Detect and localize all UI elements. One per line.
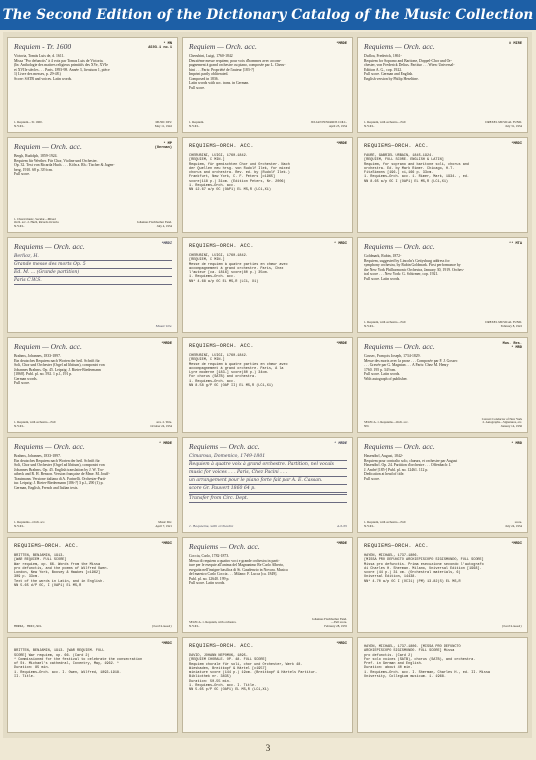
card-header bbox=[364, 142, 522, 151]
card-entry-line: 1. Requiems—Orch. acc. I. Owen, Wilfred, 1893-1918. bbox=[14, 670, 122, 675]
card-subject-heading: Requiems — Orch. acc. bbox=[189, 542, 260, 551]
card-entry-line: Missa pro defunctis. Prima esecuzione secondo l'autografo bbox=[364, 562, 484, 567]
card-provenance: DREXEL MUSICAL FUND. February 8, 1922 bbox=[485, 320, 522, 329]
card-entry-text bbox=[364, 354, 522, 381]
card-entry-line: 1. Requiems—Orch. acc. bbox=[189, 184, 236, 189]
card-entry-line: Cimarosa, Domenico, 1749-1801 bbox=[189, 454, 347, 461]
card-entry-line: * Commissioned for the festival to celebrate the consecration bbox=[14, 657, 143, 662]
card-footer bbox=[14, 421, 172, 429]
card-subject-heading: Requiem — Orch. acc. bbox=[14, 142, 82, 151]
card-entry-line: chorus and orchestra. Rev. ed. by (Rudolf Ilek.) bbox=[189, 171, 290, 176]
card-entry-line: Victoria, Tomás Luis de, d. 1611. bbox=[14, 54, 65, 58]
card-entry-line: berg, 1910. 68 p. 33½cm. bbox=[14, 167, 53, 172]
card-entry-line: Duration: 85 min. bbox=[14, 666, 50, 671]
card-tracings: MORIA, MDIC,SCL bbox=[14, 624, 42, 629]
card-entry-line: Requiem for Soprano and Baritone, Doppel-Chor und Or- bbox=[364, 58, 452, 63]
card-entry-line: 1. Requiems—Orch. acc. bbox=[189, 379, 236, 384]
card-entry-line: BRITTEN, BENJAMIN, 1913- bbox=[14, 554, 65, 558]
card-call-number: Mus. Res. * MRD bbox=[502, 342, 522, 351]
card-entry-line: Requiem, suggested by Lincoln's Gettysburg address for bbox=[364, 258, 450, 263]
card-entry-line: Dufloa, Frederick, 1861- bbox=[364, 54, 402, 58]
card-call-number: *MRDE bbox=[336, 142, 347, 146]
card-entry-line: Requiem für Werther. Für Chor, Violine und Orchester. bbox=[14, 158, 98, 163]
card-subject-heading: REQUIEMS—ORCH. ACC. bbox=[189, 343, 254, 349]
card-footer bbox=[14, 625, 172, 629]
card-entry-line: FitzSimons [196-] xi,166 p. 33cm. bbox=[364, 171, 434, 176]
catalog-card bbox=[182, 437, 353, 533]
card-entry-text bbox=[14, 454, 172, 490]
card-header bbox=[14, 42, 172, 51]
card-call-number: *MRDI bbox=[511, 542, 522, 546]
catalog-card bbox=[357, 237, 528, 333]
catalog-card-grid bbox=[7, 37, 528, 734]
catalog-card bbox=[182, 237, 353, 333]
card-entry-line: University, Collegium musicum. 1. 1968. bbox=[364, 675, 446, 680]
card-entry-line: CHERUBINI, LUIGI, 1760-1842. bbox=[189, 254, 248, 258]
card-entry-line: [REQUIEM, C MIN.] bbox=[189, 158, 225, 163]
card-entry-line: Latin words with acc. trans. in German. bbox=[189, 81, 250, 85]
card-entry-line: bini . . . Paris: Propriété de l'auteur [183-?] bbox=[189, 67, 254, 72]
card-subject-heading: Requiems — Orch. acc. bbox=[364, 42, 435, 51]
card-entry-line: Brahms, Johannes, 1833-1897. bbox=[14, 354, 61, 358]
card-entry-line: del maestro Carlo Coccia . . . Milano: F. Lucca [ca. 1849]. bbox=[189, 572, 278, 576]
card-subject-heading: REQUIEMS—ORCH. ACC. bbox=[189, 643, 254, 649]
catalog-title: The Second Edition of the Dictionary Catalog of the Music Collection bbox=[2, 7, 534, 23]
card-provenance: Johannes Fischbacher Fund. July 4, 1934 bbox=[137, 220, 172, 229]
card-entry-line: Johannes Brahms. Op. 45. Leipzig: J. Rieter-Biedermann bbox=[14, 367, 101, 372]
card-entry-line: Requiem, for soprano and baritone soli, chorus and bbox=[364, 162, 470, 167]
card-entry-line: symphony orchestra, by Rubin Goldmark. First performance by bbox=[364, 263, 461, 267]
card-entry-line: For chorus (SATB) and orchestra. bbox=[189, 375, 257, 380]
card-entry-line: . . . Gravée par G. Magnian . . . A Paris: Chez M. Henry bbox=[364, 363, 449, 367]
card-entry-line: 1. Requiems—Orch. acc. 1. Rimer, Mark, 1934- , ed. bbox=[364, 175, 470, 180]
card-entry-line: Paris C.W.S. bbox=[14, 278, 172, 285]
card-tracings: 1. Requiem—Tr. 1600. N.Y.P.L. bbox=[14, 120, 43, 129]
card-footer bbox=[14, 521, 172, 529]
card-call-number: ** MTA bbox=[509, 242, 522, 246]
card-subject-heading: REQUIEMS—ORCH. ACC. bbox=[364, 143, 429, 149]
card-entry-line: miniature score (144 p.) 19cm. (Breitkopf & Härtels Partitur- bbox=[189, 671, 318, 676]
card-call-number: *MRDE bbox=[336, 542, 347, 546]
card-entry-line: Requiem pour contralto solo, chœurs, et orchestre par August bbox=[364, 458, 458, 463]
card-entry-line: 309 p. 33cm. bbox=[14, 575, 40, 580]
card-entry-line: Brahms, Johannes, 1833-1897. bbox=[14, 454, 61, 458]
card-entry-line: Dedication at head of title. bbox=[364, 472, 405, 476]
card-entry-line: Edition A. G., cop. 1922. bbox=[364, 67, 403, 72]
catalog-card bbox=[182, 637, 353, 733]
card-subject-heading: REQUIEMS—ORCH. ACC. bbox=[14, 543, 79, 549]
card-entry-line: utbeck and R. H. Benson. Version française de Mme. M. Jouff- bbox=[14, 472, 110, 476]
card-provenance: Concert Conductor of New York 2. Autographs—Signatures, etc. January 14, 1936 bbox=[481, 416, 522, 429]
card-entry-text bbox=[14, 54, 172, 81]
card-entry-line: 1) Livre des messes, p. 29-48.) bbox=[14, 72, 61, 76]
card-entry-line: tral score . . . New York: G. Schirmer, cop. 1921. bbox=[364, 272, 439, 276]
page-number: 3 bbox=[265, 743, 271, 753]
card-entry-line: Full score. bbox=[189, 85, 206, 90]
card-tracings: 1. Requiem, with orchestra—Full N.Y.P.L. bbox=[14, 420, 56, 429]
card-entry-line: Ein deutsches Requiem nach Worten der heil. Schrift für bbox=[14, 358, 100, 363]
catalog-card bbox=[182, 337, 353, 433]
card-entry-line: Op. 32. Text von Ricarda Huch. . . . Köln a. Rh.: Tischer & Jagen- bbox=[14, 163, 115, 167]
card-footer bbox=[14, 325, 172, 329]
card-subject-heading: Requiem — Orch. acc. bbox=[14, 342, 82, 351]
catalog-card bbox=[7, 637, 178, 733]
card-call-number: *MRDI bbox=[161, 542, 172, 546]
card-footer bbox=[364, 625, 522, 629]
card-entry-line: the New York Philharmonic Orchestra, January 30, 1919. Orches- bbox=[364, 267, 464, 272]
card-subject-heading: Requiems — Orch. acc. bbox=[364, 342, 435, 351]
card-entry-line: Requiem chorale für soli, chor und Orchester, Werk 48. bbox=[189, 662, 303, 667]
card-entry-line: Goldmark, Rubin, 1872- bbox=[364, 254, 402, 258]
card-entry-line: DAVID, JOHANN NEPOMUK, 1895- bbox=[189, 654, 248, 658]
card-provenance: MUSIC DIV. May 11, 1942 bbox=[154, 120, 172, 129]
card-entry-line: Composed in 1836. bbox=[189, 76, 219, 81]
card-entry-line: Full score. bbox=[364, 476, 381, 481]
card-entry-line: [MISSA PRO DEFUNCTO ARCHIEPISCOPO SIGISMUNDO, FULL SCORE] bbox=[364, 558, 484, 563]
card-subject-heading: REQUIEMS—ORCH. ACC. bbox=[364, 543, 429, 549]
card-entry-text bbox=[189, 354, 347, 388]
card-header bbox=[364, 342, 522, 351]
card-call-number: * MRDE bbox=[334, 442, 347, 446]
card-footer bbox=[14, 218, 172, 229]
card-entry-line: HAYDN, MICHAEL, 1737-1806. bbox=[364, 554, 419, 558]
card-call-number: * MN A593.1 no.1 bbox=[148, 42, 172, 51]
card-entry-line: score(118 p.) 31cm. (Edition Peters, Nr. 2006) bbox=[189, 179, 286, 184]
card-subject-heading: Requiem — Orch. acc. bbox=[189, 42, 257, 51]
catalog-card bbox=[357, 437, 528, 533]
card-entry-line: Duration: about 40 min. bbox=[364, 666, 413, 671]
card-entry-line: Full score. bbox=[14, 172, 31, 176]
card-entry-line: Frankfurt, New York, C. F. Peters [c1965] bbox=[189, 175, 276, 180]
card-entry-line: Soli, Chor und Orchester (Orgel ad libitum), componirt von bbox=[14, 463, 105, 467]
card-entry-line: Transfer from Circ. Dept. bbox=[189, 496, 347, 503]
card-call-number: *MRDE bbox=[336, 42, 347, 46]
card-footer bbox=[364, 321, 522, 329]
card-subject-heading: REQUIEMS—ORCH. ACC. bbox=[189, 143, 254, 149]
catalog-card bbox=[7, 137, 178, 233]
card-footer bbox=[364, 521, 522, 529]
card-entry-text bbox=[189, 554, 347, 586]
card-subject-heading: Requiems — Orch. acc. bbox=[14, 242, 85, 251]
card-entry-line: Duration: 50-55 min. bbox=[189, 679, 232, 684]
card-entry-line: 1. Requiems—Orch. acc. bbox=[189, 275, 236, 280]
card-call-number: *MRDE bbox=[336, 342, 347, 346]
card-entry-line: Requiem, für gemischten Chor und Orchester. Nach bbox=[189, 162, 290, 167]
card-call-number: *MRDI bbox=[511, 142, 522, 146]
card-entry-line: score Gr. Pauvert 1860 64 p. bbox=[189, 486, 347, 493]
card-entry-line: Universal Edition, 14438. bbox=[364, 575, 417, 580]
card-entry-line: accompagnement à grand orchestre. Paris, A la bbox=[189, 366, 284, 371]
card-provenance: DREXEL MUSICAL FUND. July 31, 1934 bbox=[485, 120, 522, 129]
card-entry-line: Ein deutsches Requiem nach Worten der heil. Schrift für bbox=[14, 458, 100, 463]
card-entry-line: Coccia, Carlo, 1782-1873. bbox=[189, 554, 230, 558]
card-entry-line: Gossec, François Joseph, 1734-1829. bbox=[364, 354, 421, 358]
card-subject-heading: Requiems — Orch. acc. bbox=[189, 442, 260, 451]
card-entry-line: Messe des morts avec la prose . . . Composée par F. J. Gossec bbox=[364, 358, 458, 363]
card-entry-text bbox=[189, 54, 347, 90]
card-provenance: arrs. 2. Title. October 24, 1934 bbox=[150, 420, 172, 429]
card-entry-text bbox=[364, 554, 522, 584]
card-entry-line: II. Title. bbox=[14, 674, 36, 679]
card-entry-text bbox=[14, 154, 172, 177]
card-entry-line: London, New York, Boosey & Hawkes [c1962] bbox=[14, 571, 101, 576]
card-call-number: * MRDE bbox=[159, 442, 172, 446]
card-tracings: 1. Requiem, with orchestra—Full N.Y.P.L. bbox=[364, 320, 406, 329]
catalog-card bbox=[182, 137, 353, 233]
card-entry-line: Hasenöhrl. Op. 24. Partition d'orchestre . . . Offenbach: J. bbox=[364, 463, 452, 467]
card-entry-text bbox=[14, 649, 172, 679]
card-entry-line: Lyre moderne [183-] score(80 p.) 34cm. bbox=[189, 371, 269, 376]
card-entry-text bbox=[364, 454, 522, 481]
card-entry-line: un arrangement pour le piano forte fait par A. E. Cassan. bbox=[189, 478, 347, 485]
card-header bbox=[189, 42, 347, 51]
card-header bbox=[189, 542, 347, 551]
card-tracings: 1. Requiem, with orchestra—Full N.Y.P.L. bbox=[364, 120, 406, 129]
catalog-card bbox=[357, 337, 528, 433]
card-entry-line: tur. Leipzig: J. Rieter-Biedermann [186-?] 3 p.l., 290 (1) p. bbox=[14, 481, 104, 485]
card-entry-line: accompagnement à grand orchestre. Paris, Chez bbox=[189, 266, 284, 271]
card-entry-line: Ed. M. ... (Grande partition) bbox=[14, 270, 172, 277]
card-entry-text bbox=[364, 645, 522, 679]
card-entry-line: NN 8.58 g/P OC (OAP II) EL MS,R (LC1,X1) bbox=[189, 384, 274, 389]
card-entry-line: NN 5.65 p/P OC (OAP1) EL MS,R (LC1,X1) bbox=[189, 688, 269, 693]
card-entry-line: Full score. bbox=[14, 381, 31, 385]
card-entry-line: Hasenöhrl, August, 1842- bbox=[364, 454, 404, 458]
card-entry-line: German words. bbox=[14, 376, 38, 381]
card-entry-line: pagnement à grand orchestre ou piano, composée par L. Cheru- bbox=[189, 63, 286, 67]
card-entry-line: German, English, French and Italian texts. bbox=[14, 485, 79, 490]
card-tracings: 1. Requiem, with orchestra—Full N.Y.P.L. bbox=[364, 520, 406, 529]
card-entry-line: Johannes Brahms. Op. 45. English translation by J. W. Tro- bbox=[14, 467, 105, 472]
card-footer bbox=[14, 121, 172, 129]
card-entry-line: Full score. German and English. bbox=[364, 72, 414, 76]
card-entry-text bbox=[14, 554, 172, 588]
card-call-number: * MRD bbox=[511, 442, 522, 446]
catalog-card bbox=[357, 137, 528, 233]
card-provenance: (Continued) bbox=[151, 624, 172, 629]
card-tracings: 1. Requiems—Orch. acc. N.Y.P.L. bbox=[14, 520, 46, 529]
card-call-number: *MRDE bbox=[161, 342, 172, 346]
card-entry-line: For solo voices (SATB), chorus (SATB), and orchestra. bbox=[364, 657, 476, 662]
card-entry-line: [REQUIEM, FULL SCORE. ENGLISH & LATIN] bbox=[364, 158, 444, 163]
card-footer bbox=[364, 418, 522, 429]
card-header bbox=[189, 242, 347, 251]
card-entry-line: [WAR REQUIEM. FULL SCORE] bbox=[14, 558, 67, 563]
card-provenance: (Continued) bbox=[501, 624, 522, 629]
card-entry-line: Publ. pl. no. 12640. 199 p. bbox=[189, 576, 230, 581]
card-entry-line: 1. Requiems—Orch. acc. I. Sherman, Charles H., ed. II. Missa bbox=[364, 670, 491, 675]
card-entry-line: Berlioz, H. bbox=[14, 254, 172, 261]
card-entry-line: music for voices . . . Paris, Chez Pacini . . . bbox=[189, 470, 347, 477]
card-entry-line: BRITTEN, BENJAMIN, 1913- [WAR REQUIEM. FULL bbox=[14, 649, 105, 654]
catalog-card bbox=[182, 537, 353, 633]
card-entry-line: SCORE] War requiem, op. 66. (Card 2) bbox=[14, 653, 90, 658]
card-entry-text bbox=[189, 454, 347, 503]
card-entry-text bbox=[364, 154, 522, 184]
card-entry-line: Full score. Latin words. bbox=[364, 276, 401, 281]
card-subject-heading: Requiem - Tr. 1600 bbox=[14, 42, 72, 51]
card-entry-line: Bergh, Rudolph, 1859-1924. bbox=[14, 154, 58, 158]
card-entry-line: Deuxième messe requiem; pour voix d'hommes avec accom- bbox=[189, 58, 282, 63]
card-header bbox=[14, 142, 172, 151]
card-entry-line: eseguita nell'insigne basilica di St. Gaudenzio in Novara. Musica bbox=[189, 567, 288, 572]
card-entry-line: di Charles H. Sherman. Milano, Universal Edition [1968]. bbox=[364, 566, 482, 571]
catalog-card bbox=[357, 537, 528, 633]
card-header bbox=[189, 342, 347, 351]
card-call-number: *MRDI bbox=[161, 242, 172, 246]
card-header bbox=[14, 442, 172, 451]
card-entry-text bbox=[189, 154, 347, 193]
card-header bbox=[364, 442, 522, 451]
card-entry-line: Score: SATB and voices. Latin words. bbox=[14, 76, 73, 81]
card-entry-line: Requiem à quatre voix à grand orchestre. Partition, nel vocals bbox=[189, 462, 347, 469]
card-header bbox=[189, 642, 347, 651]
catalog-card bbox=[357, 637, 528, 733]
catalog-card bbox=[7, 237, 178, 333]
card-entry-line bbox=[189, 494, 347, 495]
card-entry-line: of St. Michael's cathedral, Coventry, May, 1962. * bbox=[14, 662, 120, 667]
card-tracings: 1. Requiems, with orchestra bbox=[189, 524, 234, 529]
card-footer bbox=[189, 525, 347, 529]
card-entry-line: NN 12.67 a/p OC (OAP1) EL MS,R (LC1,X1) bbox=[189, 188, 271, 193]
card-entry-line: et XVIIe siècles . . . Paris. 1893-98. Année 3, livraison 1, pièce bbox=[14, 67, 110, 72]
card-entry-line: FAURÉ, GABRIEL URBAIN, 1845-1924. bbox=[364, 154, 434, 158]
card-header bbox=[364, 242, 522, 251]
card-entry-line: Messe de requiem à quatre parties en chœur avec bbox=[189, 362, 288, 367]
card-subject-heading: REQUIEMS—ORCH. ACC. bbox=[189, 243, 254, 249]
card-entry-line: English version by Philip Heseltine. bbox=[364, 76, 419, 81]
card-entry-line: NN 5.65 d/P OC, I (OAP1) EL MS,R bbox=[14, 584, 82, 589]
card-subject-heading: Requiems — Orch. acc. bbox=[14, 442, 85, 451]
card-entry-text bbox=[189, 254, 347, 284]
card-entry-line: NN* 4.70 a/p OC I (OCI1) (PM) 13.82(S) EL MS,R bbox=[364, 579, 461, 584]
catalog-title-banner bbox=[0, 0, 536, 30]
card-entry-line: With autograph of publisher. bbox=[364, 376, 408, 381]
card-entry-line: Missa "Pro defunctis" à 4 voix par Tomas Luis de Victoria. bbox=[14, 58, 104, 63]
card-entry-line: (In: Anthologie des maitres religieux primitifs des XVe, XVIe bbox=[14, 63, 108, 67]
card-entry-line: Grande messe des morts Op. 5 bbox=[14, 262, 172, 269]
card-entry-line: chester, von Frederick Delius. Partitur . . . Wien: Universal- bbox=[364, 63, 455, 67]
card-entry-line: War requiem, op. 66. Words from the Missa bbox=[14, 562, 101, 567]
card-entry-line: NN 8.65 a/p OC I (OAP1) EL MS,R (LC1,X1) bbox=[364, 179, 449, 184]
card-header bbox=[189, 142, 347, 151]
card-entry-line: [REQUIEM, C MIN.] bbox=[189, 258, 225, 263]
card-header bbox=[14, 242, 172, 251]
card-entry-line: ARCHIEPISCOPO SIGISMUNDO. FULL SCORE] Missa bbox=[364, 649, 455, 654]
card-footer bbox=[189, 618, 347, 629]
card-entry-line: l'auteur [ca. 1816] score(80 p.) 35cm. bbox=[189, 271, 269, 276]
card-entry-line: Trautmann. Versione italiana di A. Farinelli. Orchester-Parti- bbox=[14, 476, 107, 481]
card-entry-text bbox=[189, 654, 347, 693]
card-header bbox=[14, 342, 172, 351]
card-header bbox=[364, 42, 522, 51]
card-header bbox=[14, 642, 172, 646]
card-call-number: # MIRE bbox=[509, 42, 522, 46]
card-tracings: SELECA. 1. Requiem, with orchestra. N.Y.P.L. bbox=[189, 620, 237, 629]
catalog-card bbox=[182, 37, 353, 133]
card-entry-line: CHERUBINI, LUIGI, 1760-1842. bbox=[189, 154, 248, 158]
card-entry-text bbox=[364, 254, 522, 281]
card-tracings: 1. Choral music, Secular—Mixed Orch. acc. 2. Huch, Ricarda Octavia N.Y.P.L. bbox=[14, 216, 59, 229]
card-provenance: score. July 24, 1934 bbox=[505, 520, 522, 529]
card-provenance: 4-3-35 bbox=[337, 524, 347, 529]
card-entry-line: 1760. 195 p. 34½cm. bbox=[364, 367, 397, 372]
catalog-card bbox=[7, 37, 178, 133]
card-entry-line: Wiesbaden, Breitkopf & Härtel [c1957] bbox=[189, 666, 267, 671]
card-provenance: Johannes Fischbacher Fund. —Full score. February 28, 1935 bbox=[312, 616, 347, 629]
card-entry-line: NN* 4.68 a/p OC EL MS,R (LC1, X1) bbox=[189, 279, 259, 284]
card-call-number: * MP (German) bbox=[154, 142, 172, 151]
card-provenance: Music Div. April 7, 1921 bbox=[155, 520, 172, 529]
card-provenance: JULIAN EDWARDS COLL. April 25, 1934 bbox=[310, 120, 347, 129]
card-entry-line: Bibliothek nr. 3835) bbox=[189, 675, 232, 680]
card-entry-line: orchestra. Ed. by Mark Rimer. Chicago, H.T. bbox=[364, 166, 455, 171]
card-entry-line: [1868]. Publ. pl. no. 592. 1 p.l., 191 p. bbox=[14, 372, 73, 376]
card-tracings: SELECA. 1. Requiems—Orch. acc. NN. bbox=[364, 420, 409, 429]
card-entry-text bbox=[14, 254, 172, 285]
card-entry-line: Text of the words in Latin, and in English. bbox=[14, 579, 105, 584]
card-entry-line: J. André [185-] Publ. pl. no. 12461. 112 p. bbox=[364, 467, 429, 472]
card-entry-line: Imprint partly obliterated. bbox=[189, 72, 229, 76]
card-entry-line: [REQUIEM, C MIN.] bbox=[189, 358, 225, 363]
card-call-number: * MRDI bbox=[334, 242, 347, 246]
card-entry-line: Full score. Latin words. bbox=[364, 372, 401, 376]
card-entry-line: Soli, Chor und Orchester (Orgel ad libitum), componirt von bbox=[14, 363, 105, 367]
card-provenance: Music Div. bbox=[155, 324, 172, 329]
card-entry-line: Pref. in German and English. bbox=[364, 662, 423, 667]
card-entry-text bbox=[364, 54, 522, 81]
catalog-card bbox=[357, 37, 528, 133]
catalog-card bbox=[7, 337, 178, 433]
card-tracings: 1. Requiem. N.Y.P.L. bbox=[189, 120, 205, 129]
card-footer bbox=[189, 121, 347, 129]
catalog-card bbox=[7, 437, 178, 533]
card-footer bbox=[364, 121, 522, 129]
catalog-card bbox=[7, 537, 178, 633]
card-entry-line: pro defunctis, and the poems of Wilfred Owen. bbox=[14, 566, 109, 571]
card-entry-line: der Quellen neu hrsg. von Rudolf Ilek, for mixed bbox=[189, 166, 290, 171]
card-entry-line: Full score. Latin words. bbox=[189, 581, 226, 585]
card-entry-line: [REQUIEM CHORALE. OP. 48. FULL SCORE] bbox=[189, 658, 267, 663]
card-entry-line: 1. Requiems—Orch. acc. I. Title. bbox=[189, 684, 257, 689]
card-call-number: *MRDI bbox=[336, 642, 347, 646]
card-header bbox=[189, 442, 347, 451]
catalog-card-sheet bbox=[3, 32, 532, 738]
card-entry-line: pro defunctis. (Card 2) bbox=[364, 653, 413, 658]
card-entry-line: ture per le esequie all'anima del Magnanimo Re Carlo Alberto, bbox=[189, 563, 285, 567]
card-entry-line: Messa di requiem a quattro voci e grande orchestra in parti- bbox=[189, 558, 280, 563]
card-entry-line: Messe de requiem à quatre parties en chœur avec bbox=[189, 262, 288, 267]
card-subject-heading: Requiems — Orch. acc. bbox=[364, 442, 435, 451]
card-entry-line: CHERUBINI, LUIGI, 1760-1842. bbox=[189, 354, 248, 358]
card-entry-text bbox=[14, 354, 172, 386]
card-header bbox=[364, 542, 522, 551]
card-subject-heading: Requiems — Orch. acc. bbox=[364, 242, 435, 251]
card-call-number: *MRDI bbox=[161, 642, 172, 646]
card-entry-line: Cherubini, Luigi, 1760-1842 bbox=[189, 54, 233, 58]
card-entry-line: score (44 p.) 31 cm. (Orchestral materials, 6) bbox=[364, 571, 461, 576]
card-header bbox=[14, 542, 172, 551]
card-entry-line: HAYDN, MICHAEL, 1737-1806. [MISSA PRO DEFUNCTO bbox=[364, 645, 461, 649]
